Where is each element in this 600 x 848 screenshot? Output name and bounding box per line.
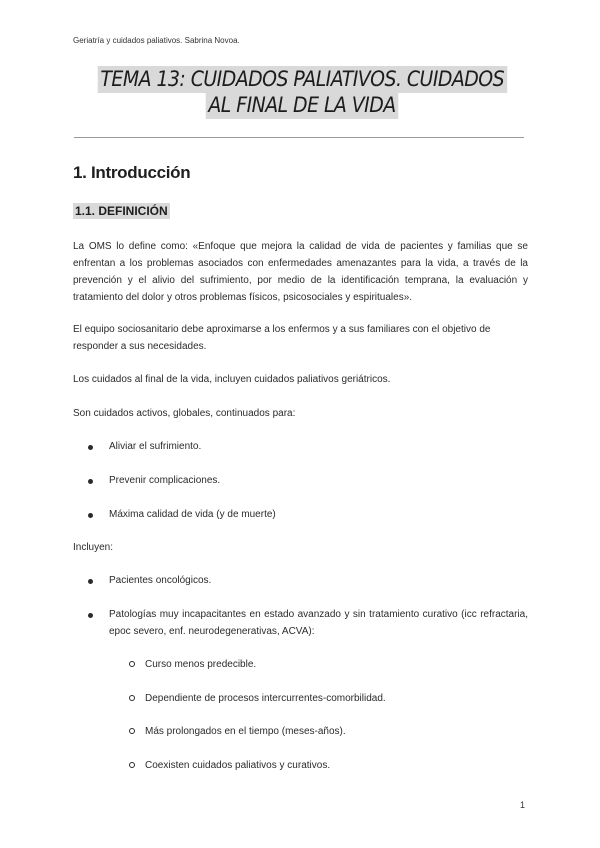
sub-list-item: Más prolongados en el tiempo (meses-años). — [129, 723, 529, 740]
title-line-1: TEMA 13: CUIDADOS PALIATIVOS. CUIDADOS — [97, 66, 506, 93]
circle-bullet-icon — [129, 762, 135, 768]
circle-bullet-icon — [129, 695, 135, 701]
sub-list-item: Coexisten cuidados paliativos y curativos. — [129, 757, 529, 774]
title-divider — [74, 137, 524, 138]
sub-list-item: Curso menos predecible. — [129, 656, 529, 673]
section-heading: 1. Introducción — [73, 163, 191, 182]
page-header: Geriatría y cuidados paliativos. Sabrina Novoa. — [73, 36, 240, 45]
list-item: Patologías muy incapacitantes en estado avanzado y sin tratamiento curativo (icc refractaria, epoc severo, enf. neurodegenerativas, ACVA): — [88, 606, 528, 640]
circle-bullet-icon — [129, 728, 135, 734]
sub-list-item: Dependiente de procesos intercurrentes-comorbilidad. — [129, 690, 529, 707]
bullet-icon — [88, 579, 93, 584]
document-title — [60, 66, 544, 119]
includes-label: Incluyen: — [73, 542, 114, 553]
paragraph-team: El equipo sociosanitario debe aproximarse a los enfermos y a sus familiares con el objetivo de responder a sus necesidades. — [73, 324, 491, 352]
bullet-icon — [88, 513, 93, 518]
circle-bullet-icon — [129, 661, 135, 667]
paragraph-definition: La OMS lo define como: «Enfoque que mejora la calidad de vida de pacientes y familias que se enfrentan a los problemas asociados con enfermedades amenazantes para la vida, a través de la prevención y el alivio del sufrimiento, por medio de la identificación temprana, la evaluación y tratamiento del dolor y otros problemas físicos, psicosociales y espirituales». — [73, 241, 528, 303]
bullet-icon — [88, 445, 93, 450]
subsection-heading: 1.1. DEFINICIÓN — [75, 204, 168, 218]
paragraph-active-care: Son cuidados activos, globales, continuados para: — [73, 408, 296, 419]
list-item: Prevenir complicaciones. — [88, 472, 528, 489]
bullet-icon — [88, 613, 93, 618]
list-item: Pacientes oncológicos. — [88, 572, 528, 589]
list-item: Aliviar el sufrimiento. — [88, 438, 528, 455]
list-item: Máxima calidad de vida (y de muerte) — [88, 506, 528, 523]
paragraph-end-of-life: Los cuidados al final de la vida, incluyen cuidados paliativos geriátricos. — [73, 374, 391, 385]
page-number: 1 — [520, 800, 526, 810]
title-line-2: AL FINAL DE LA VIDA — [206, 92, 399, 119]
bullet-icon — [88, 479, 93, 484]
